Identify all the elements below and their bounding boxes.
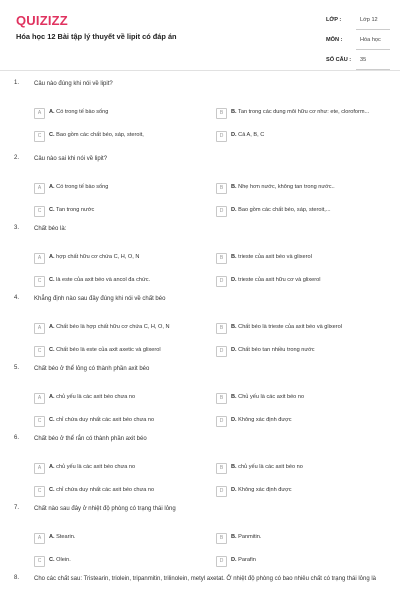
question-text: Chất nào sau đây ở nhiệt độ phòng có trạng thái lỏng — [34, 506, 176, 512]
option-key: D. — [231, 207, 237, 213]
question-number: 8. — [14, 575, 20, 581]
option-text: A. hợp chất hữu cơ chứa C, H, O, N — [49, 254, 140, 260]
option-key: D. — [231, 132, 237, 138]
option-letter-box: C — [34, 556, 45, 567]
meta-row-subject — [326, 33, 388, 53]
option-key: A. — [49, 184, 55, 190]
option-text: D. Không xác định được — [231, 417, 292, 423]
option-key: D. — [231, 417, 237, 423]
answer-option-b[interactable] — [216, 531, 386, 545]
option-key: B. — [231, 464, 237, 470]
option-key: C. — [49, 487, 55, 493]
answer-option-b[interactable] — [216, 106, 386, 120]
option-text: D. Cả A, B, C — [231, 132, 265, 138]
answer-option-c[interactable] — [34, 274, 204, 288]
option-text: B. Nhẹ hơn nước, không tan trong nước.. — [231, 184, 335, 190]
option-text: C. Bao gồm các chất béo, sáp, steroit, — [49, 132, 144, 138]
option-key: C. — [49, 277, 55, 283]
answer-option-c[interactable] — [34, 554, 204, 568]
option-key: D. — [231, 557, 237, 563]
option-text: D. Chất béo tan nhiều trong nước — [231, 347, 315, 353]
meta-label: SỐ CÂU : — [326, 57, 352, 63]
answer-option-a[interactable] — [34, 531, 204, 545]
answer-option-d[interactable] — [216, 554, 386, 568]
answer-option-d[interactable] — [216, 129, 386, 143]
worksheet-title: Hóa học 12 Bài tập lý thuyết về lipit có đáp án — [16, 32, 177, 41]
option-letter-box: A — [34, 533, 45, 544]
option-key: A. — [49, 534, 55, 540]
option-text: A. chủ yếu là các axit béo chưa no — [49, 464, 136, 470]
answer-option-a[interactable] — [34, 106, 204, 120]
worksheet-meta — [326, 13, 388, 73]
answer-option-b[interactable] — [216, 321, 386, 335]
option-key: B. — [231, 254, 237, 260]
option-key: B. — [231, 109, 237, 115]
option-key: B. — [231, 534, 237, 540]
meta-value: Hóa học — [360, 37, 381, 43]
meta-value: 35 — [360, 57, 367, 63]
option-letter-box: D — [216, 276, 227, 287]
question-text: Chất béo là: — [34, 226, 67, 232]
option-key: C. — [49, 347, 55, 353]
question-text: Câu nào sai khi nói về lipit? — [34, 156, 108, 162]
answer-option-b[interactable] — [216, 251, 386, 265]
answer-option-a[interactable] — [34, 391, 204, 405]
option-key: D. — [231, 277, 237, 283]
option-key: A. — [49, 464, 55, 470]
option-text: B. trieste của axit béo và glixerol — [231, 254, 312, 260]
meta-row-class — [326, 13, 388, 33]
answer-option-b[interactable] — [216, 181, 386, 195]
option-text: A. Có trong tế bào sống — [49, 184, 109, 190]
meta-label: MÔN : — [326, 37, 343, 43]
option-letter-box: A — [34, 253, 45, 264]
option-letter-box: B — [216, 463, 227, 474]
answer-option-c[interactable] — [34, 484, 204, 498]
quizizz-logo: QUIZIZZ — [16, 13, 68, 28]
meta-underline — [356, 49, 390, 50]
answer-option-a[interactable] — [34, 461, 204, 475]
option-text: B. Tan trong các dung môi hữu cơ như: ete, cloroform... — [231, 109, 370, 115]
option-text: C. chỉ chứa duy nhất các axit béo chưa no — [49, 417, 155, 423]
option-letter-box: B — [216, 183, 227, 194]
question-number: 2. — [14, 155, 20, 161]
option-text: B. Chất béo là trieste của axit béo và glixerol — [231, 324, 343, 330]
answer-option-b[interactable] — [216, 461, 386, 475]
question-text: Câu nào đúng khi nói về lipit? — [34, 81, 113, 87]
option-letter-box: C — [34, 276, 45, 287]
option-key: B. — [231, 324, 237, 330]
option-letter-box: C — [34, 346, 45, 357]
option-text: A. Chất béo là hợp chất hữu cơ chứa C, H, O, N — [49, 324, 170, 330]
question-text: Chất béo ở thể lỏng có thành phần axit béo — [34, 366, 150, 372]
option-key: A. — [49, 394, 55, 400]
option-key: C. — [49, 207, 55, 213]
option-text: C. Chất béo là este của axit axetic và glixerol — [49, 347, 161, 353]
option-text: D. Parafin — [231, 557, 256, 563]
option-text: C. Olein. — [49, 557, 71, 563]
option-letter-box: D — [216, 416, 227, 427]
option-letter-box: D — [216, 556, 227, 567]
option-letter-box: B — [216, 393, 227, 404]
option-letter-box: D — [216, 486, 227, 497]
option-key: C. — [49, 132, 55, 138]
option-text: D. Không xác định được — [231, 487, 292, 493]
option-key: A. — [49, 109, 55, 115]
option-text: B. chủ yếu là các axit béo no — [231, 464, 303, 470]
header-divider — [0, 70, 400, 71]
option-text: A. chủ yếu là các axit béo chưa no — [49, 394, 136, 400]
option-letter-box: B — [216, 108, 227, 119]
option-letter-box: B — [216, 323, 227, 334]
answer-option-b[interactable] — [216, 391, 386, 405]
answer-option-c[interactable] — [34, 344, 204, 358]
option-letter-box: D — [216, 346, 227, 357]
option-key: B. — [231, 394, 237, 400]
answer-option-c[interactable] — [34, 204, 204, 218]
answer-option-d[interactable] — [216, 204, 386, 218]
option-text: A. Stearin. — [49, 534, 76, 540]
option-text: D. trieste của axit hữu cơ và glixerol — [231, 277, 321, 283]
answer-option-a[interactable] — [34, 251, 204, 265]
option-text: C. là este của axit béo và ancol đa chức. — [49, 277, 151, 283]
answer-option-d[interactable] — [216, 344, 386, 358]
option-key: C. — [49, 417, 55, 423]
option-letter-box: D — [216, 206, 227, 217]
option-letter-box: A — [34, 393, 45, 404]
option-text: B. Panmitin. — [231, 534, 262, 540]
option-letter-box: D — [216, 131, 227, 142]
answer-option-d[interactable] — [216, 414, 386, 428]
answer-option-c[interactable] — [34, 129, 204, 143]
question-number: 7. — [14, 505, 20, 511]
answer-option-a[interactable] — [34, 181, 204, 195]
answer-option-c[interactable] — [34, 414, 204, 428]
meta-value: Lớp 12 — [360, 17, 378, 23]
option-text: D. Bao gồm các chất béo, sáp, steroit,... — [231, 207, 331, 213]
option-letter-box: A — [34, 108, 45, 119]
option-key: B. — [231, 184, 237, 190]
option-key: D. — [231, 347, 237, 353]
question-text: Khẳng định nào sau đây đúng khi nói về chất béo — [34, 296, 166, 302]
option-letter-box: A — [34, 183, 45, 194]
question-number: 4. — [14, 295, 20, 301]
answer-option-d[interactable] — [216, 274, 386, 288]
meta-underline — [356, 29, 390, 30]
option-letter-box: C — [34, 486, 45, 497]
answer-option-d[interactable] — [216, 484, 386, 498]
option-text: C. chỉ chứa duy nhất các axit béo chưa no — [49, 487, 155, 493]
option-letter-box: C — [34, 131, 45, 142]
option-letter-box: A — [34, 323, 45, 334]
option-key: A. — [49, 254, 55, 260]
question-text: Cho các chất sau: Tristearin, triolein, tripanmitin, trilinolein, metyl axetat. Ở nhiệt độ phòng có bao nhiêu chất có trạng thái lỏng là — [34, 576, 376, 582]
option-text: B. Chủ yếu là các axit béo no — [231, 394, 305, 400]
question-number: 6. — [14, 435, 20, 441]
option-key: C. — [49, 557, 55, 563]
option-letter-box: A — [34, 463, 45, 474]
option-letter-box: C — [34, 206, 45, 217]
question-number: 3. — [14, 225, 20, 231]
question-text: Chất béo ở thể rắn có thành phần axit béo — [34, 436, 147, 442]
question-number: 1. — [14, 80, 20, 86]
question-number: 5. — [14, 365, 20, 371]
answer-option-a[interactable] — [34, 321, 204, 335]
meta-label: LỚP : — [326, 17, 342, 23]
option-text: C. Tan trong nước — [49, 207, 95, 213]
option-letter-box: B — [216, 533, 227, 544]
option-letter-box: B — [216, 253, 227, 264]
option-letter-box: C — [34, 416, 45, 427]
option-key: A. — [49, 324, 55, 330]
option-key: D. — [231, 487, 237, 493]
option-text: A. Có trong tế bào sống — [49, 109, 109, 115]
